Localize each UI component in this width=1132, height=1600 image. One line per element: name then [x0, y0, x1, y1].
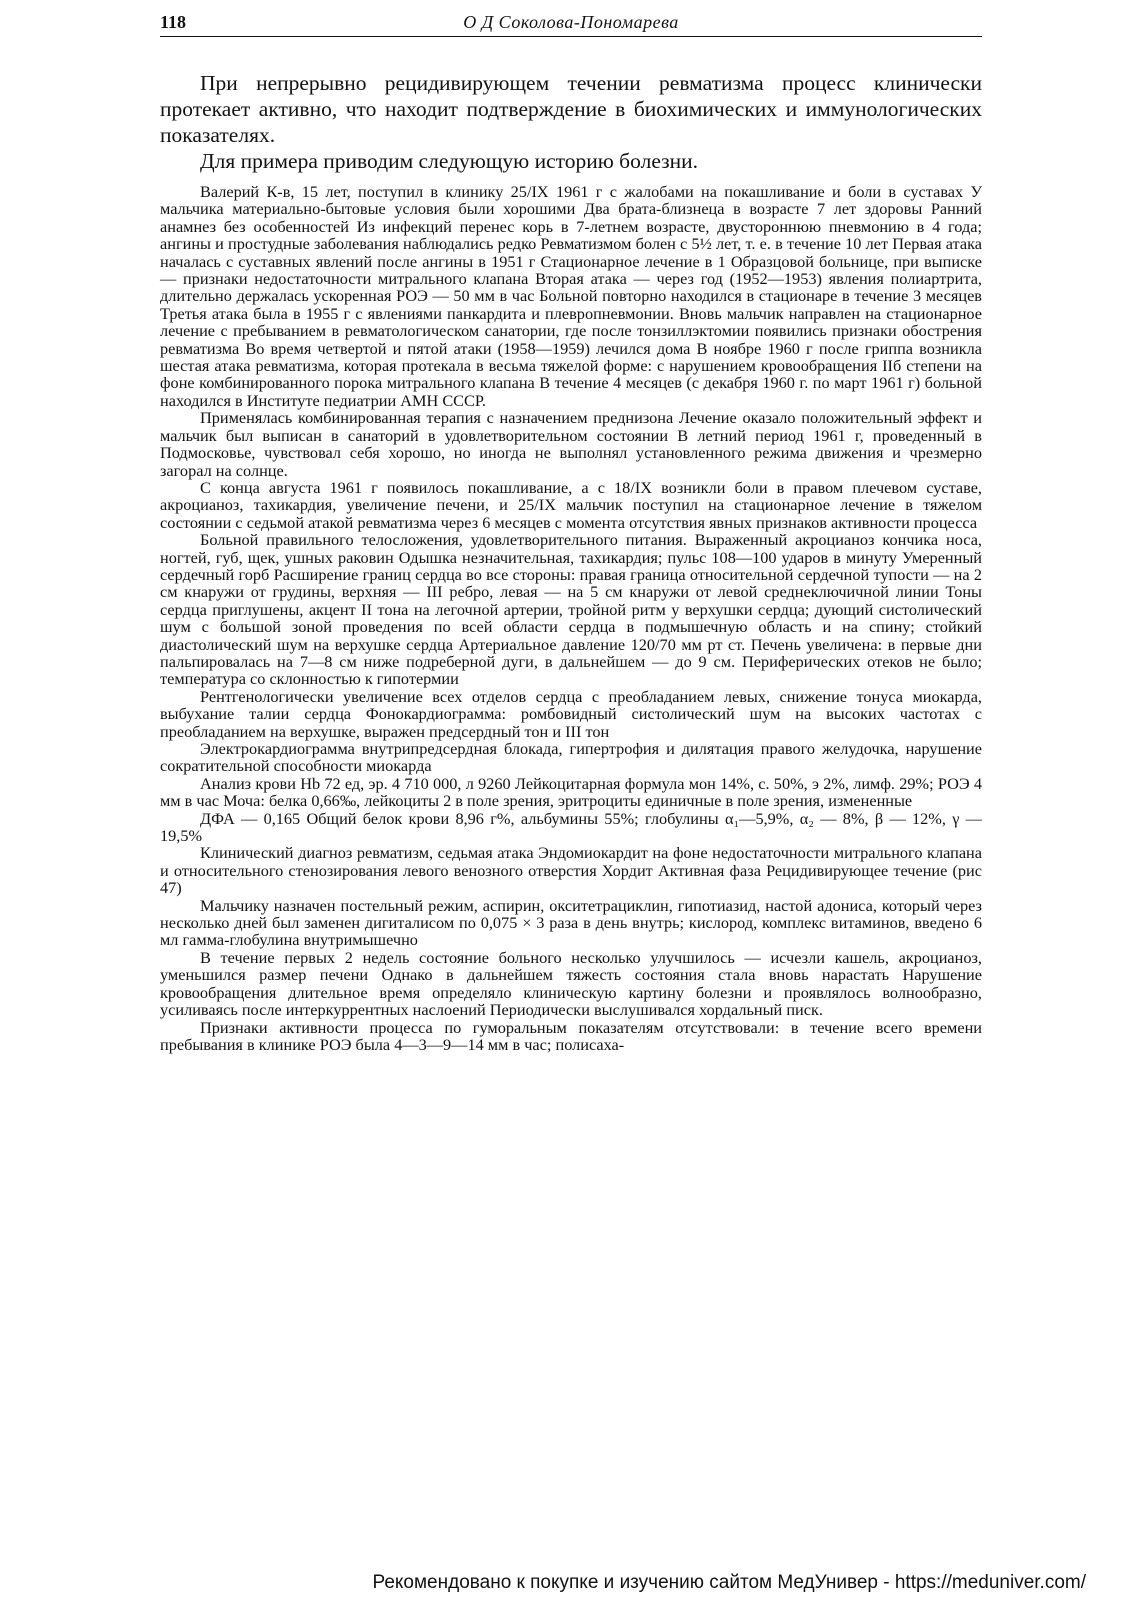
case-paragraph: Применялась комбинированная терапия с назначением преднизона Лечение оказало положительный эффект и мальчик был выписан в санаторий в удовлетворительном состоянии В летний период 1961 г, проведенный в Подмосковье, чувствовал себя хорошо, но иногда не выполнял установленного режима движения и чрезмерно загорал на солнце.	[160, 408, 982, 480]
case-paragraph: Валерий К-в, 15 лет, поступил в клинику 25/IX 1961 г с жалобами на покашливание и боли в суставах У мальчика материально-бытовые условия были хорошими Два брата-близнеца в возрасте 7 лет здоровы Ранний анамнез без особенностей Из инфекций перенес корь в 7-летнем возрасте, двустороннюю пневмонию в 4 года; ангины и простудные заболевания наблюдались редко Ревматизмом болен с 5½ лет, т. е. в течение 10 лет Первая атака началась с суставных явлений после ангины в 1951 г Стационарное лечение в 1 Образцовой больнице, при выписке — признаки недостаточности митрального клапана Вторая атака — через год (1952—1953) явления полиартрита, длительно держалась ускоренная РОЭ — 50 мм в час Больной повторно находился в стационаре в течение 3 месяцев Третья атака была в 1955 г с явлениями панкардита и плевропневмонии. Вновь мальчик направлен на стационарное лечение с пребыванием в ревматологическом санатории, где после тонзиллэктомии появились признаки обострения ревматизма Во время четвертой и пятой атаки (1958—1959) лечился дома В ноябре 1960 г после гриппа возникла шестая атака ревматизма, которая протекала в весьма тяжелой форме: с нарушением кровообращения IIб степени на фоне комбинированного порока митрального клапана В течение 4 месяцев (с декабря 1960 г. по март 1961 г) больной находился в Институте педиатрии АМН СССР.	[160, 182, 982, 410]
intro-text	[160, 70, 982, 174]
recommendation-footer: Рекомендовано к покупке и изучению сайтом МедУнивер - https://meduniver.com/	[372, 1572, 1086, 1593]
case-paragraph: Рентгенологически увеличение всех отделов сердца с преобладанием левых, снижение тонуса миокарда, выбухание талии сердца Фонокардиограмма: ромбовидный систолический шум на высоких частотах с преобладанием на верхушке, выражен предсердный тон и III тон	[160, 686, 982, 741]
case-history	[160, 183, 982, 1053]
running-head: О Д Соколова-Пономарева	[463, 12, 679, 32]
case-paragraph: В течение первых 2 недель состояние больного несколько улучшилось — исчезли кашель, акроцианоз, уменьшился размер печени Однако в дальнейшем тяжесть состояния стала вновь нарастать Нарушение кровообращения длительное время определяло клиническую картину болезни и проявлялось волнообразно, усиливаясь после интеркуррентных наслоений Периодически выслушивался хордальный писк.	[160, 947, 982, 1020]
page-number: 118	[160, 12, 187, 32]
case-paragraph: Электрокардиограмма внутрипредсердная блокада, гипертрофия и дилятация правого желудочка, нарушение сократительной способности миокарда	[160, 739, 982, 776]
case-paragraph: Мальчику назначен постельный режим, аспирин, окситетрациклин, гипотиазид, настой адониса, который через несколько дней был заменен дигиталисом по 0,075 × 3 раза в день внутрь; кислород, комплекс витаминов, введено 6 мл гамма-глобулина внутримышечно	[160, 895, 982, 950]
page-header	[160, 10, 982, 37]
intro-paragraph: При непрерывно рецидивирующем течении ревматизма процесс клинически протекает активно, что находит подтверждение в биохимических и иммунологических показателях.	[160, 71, 982, 147]
case-paragraph: Больной правильного телосложения, удовлетворительного питания. Выраженный акроцианоз кончика носа, ногтей, губ, щек, ушных раковин Одышка незначительная, тахикардия; пульс 108—100 ударов в минуту Умеренный сердечный горб Расширение границ сердца во все стороны: правая граница относительной сердечной тупости — на 2 см кнаружи от грудины, верхняя — III ребро, левая — на 5 см кнаружи от левой среднеключичной линии Тоны сердца приглушены, акцент II тона на легочной артерии, тройной ритм у верхушки сердца; дующий систолический шум с большой зоной проведения по всей области сердца в подмышечную область и на спину; стойкий диастолический шум на верхушке сердца Артериальное давление 120/70 мм рт ст. Печень увеличена: в первые дни пальпировалась на 7—8 см ниже подреберной дуги, в дальнейшем — до 9 см. Периферических отеков не было; температура со склонностью к гипотермии	[160, 530, 982, 689]
case-paragraph: С конца августа 1961 г появилось покашливание, а с 18/IX возникли боли в правом плечевом суставе, акроцианоз, тахикардия, увеличение печени, и 25/IX мальчик поступил на стационарное лечение в тяжелом состоянии с седьмой атакой ревматизма через 6 месяцев с момента отсутствия явных признаков активности процесса	[160, 477, 982, 532]
case-paragraph: ДФА — 0,165 Общий белок крови 8,96 г%, альбумины 55%; глобулины α₁—5,9%, α₂ — 8%, β — 12%, γ — 19,5%	[160, 808, 982, 846]
case-paragraph: Анализ крови Hb 72 ед, эр. 4 710 000, л 9260 Лейкоцитарная формула мон 14%, с. 50%, э 2%, лимф. 29%; РОЭ 4 мм в час Моча: белка 0,66‰, лейкоциты 2 в поле зрения, эритроциты единичные в поле зрения, измененные	[160, 773, 982, 811]
case-paragraph: Клинический диагноз ревматизм, седьмая атака Эндомиокардит на фоне недостаточности митрального клапана и относительного стенозирования левого венозного отверстия Хордит Активная фаза Рецидивирующее течение (рис 47)	[160, 843, 982, 898]
case-paragraph: Признаки активности процесса по гуморальным показателям отсутствовали: в течение всего времени пребывания в клинике РОЭ была 4—3—9—14 мм в час; полисаха-	[160, 1017, 982, 1054]
intro-paragraph: Для примера приводим следующую историю болезни.	[200, 149, 699, 173]
